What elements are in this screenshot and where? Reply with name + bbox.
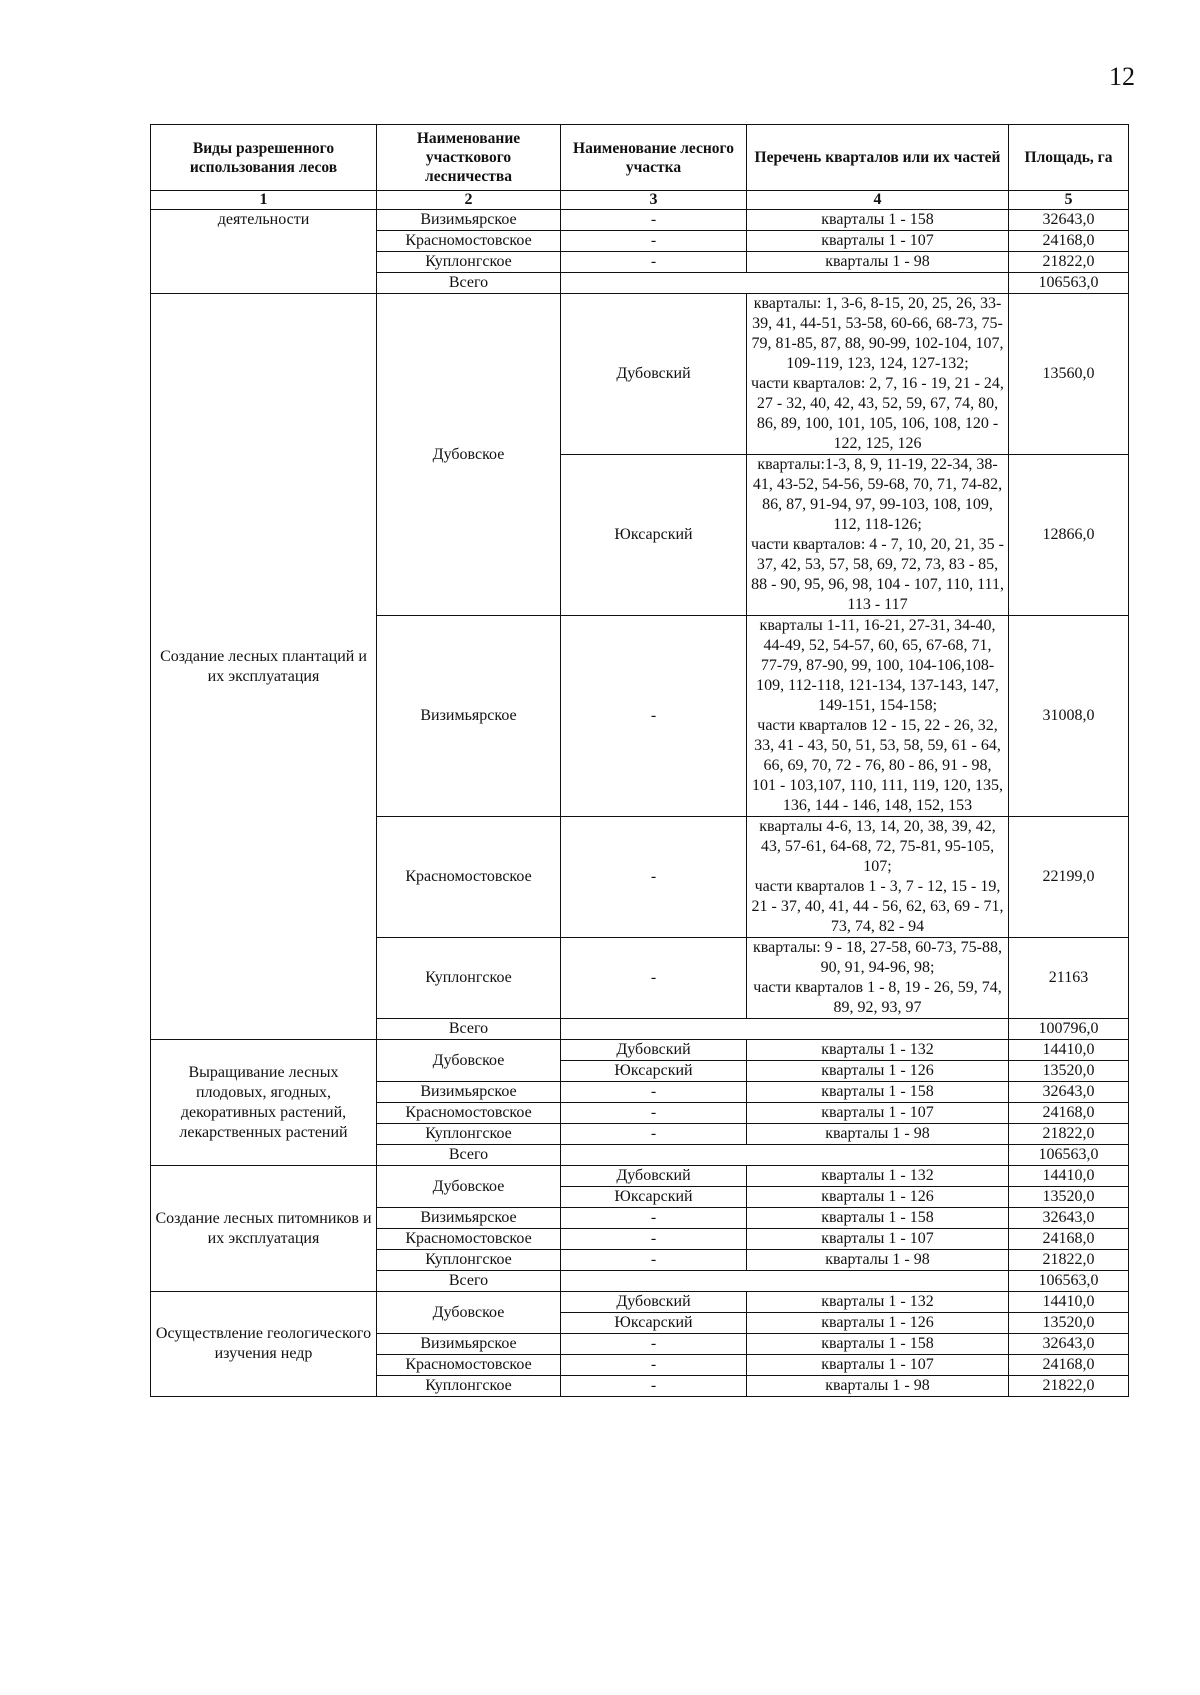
forestry-cell: Визимьярское: [377, 616, 561, 817]
use-type-cell: Создание лесных питомников и их эксплуатация: [151, 1166, 377, 1292]
quarters-cell: кварталы 1 - 158: [747, 1208, 1009, 1229]
quarters-cell: кварталы 1 - 132: [747, 1040, 1009, 1061]
total-area: 106563,0: [1009, 273, 1129, 294]
use-type-cell: деятельности: [151, 210, 377, 294]
area-cell: 32643,0: [1009, 1082, 1129, 1103]
quarters-cell: кварталы 1 - 126: [747, 1313, 1009, 1334]
quarters-cell: кварталы 1 - 158: [747, 1334, 1009, 1355]
table-row: [151, 1292, 1129, 1313]
empty-cell: [561, 1019, 1009, 1040]
area-cell: 21822,0: [1009, 252, 1129, 273]
plot-cell: -: [561, 1124, 747, 1145]
plot-cell: Юксарский: [561, 1313, 747, 1334]
area-cell: 24168,0: [1009, 1355, 1129, 1376]
forestry-cell: Куплонгское: [377, 1376, 561, 1397]
total-label: Всего: [377, 1271, 561, 1292]
forestry-cell: Визимьярское: [377, 1208, 561, 1229]
column-number: 5: [1009, 191, 1129, 210]
total-label: Всего: [377, 1145, 561, 1166]
quarters-cell: кварталы 1 - 126: [747, 1187, 1009, 1208]
area-cell: 13520,0: [1009, 1187, 1129, 1208]
header-plot: Наименование лесного участка: [561, 125, 747, 191]
plot-cell: -: [561, 231, 747, 252]
forest-use-table: [150, 124, 1129, 1397]
plot-cell: -: [561, 252, 747, 273]
quarters-cell: кварталы 1 - 98: [747, 1124, 1009, 1145]
table-row: [151, 294, 1129, 455]
plot-cell: Юксарский: [561, 1187, 747, 1208]
total-area: 100796,0: [1009, 1019, 1129, 1040]
plot-cell: -: [561, 616, 747, 817]
area-cell: 21163: [1009, 938, 1129, 1019]
quarters-cell: кварталы 1 - 158: [747, 1082, 1009, 1103]
forestry-cell: Визимьярское: [377, 210, 561, 231]
forestry-cell: Красномостовское: [377, 1229, 561, 1250]
quarters-cell: кварталы 1 - 132: [747, 1292, 1009, 1313]
quarters-cell: кварталы 1 - 158: [747, 210, 1009, 231]
area-cell: 32643,0: [1009, 1334, 1129, 1355]
forestry-cell: Визимьярское: [377, 1334, 561, 1355]
quarters-cell: кварталы 1 - 126: [747, 1061, 1009, 1082]
column-number: 1: [151, 191, 377, 210]
header-row: [151, 125, 1129, 191]
forestry-cell: Куплонгское: [377, 1124, 561, 1145]
empty-cell: [561, 1145, 1009, 1166]
column-number: 4: [747, 191, 1009, 210]
plot-cell: -: [561, 817, 747, 938]
quarters-cell: кварталы 1 - 98: [747, 1376, 1009, 1397]
forestry-cell: Куплонгское: [377, 252, 561, 273]
area-cell: 24168,0: [1009, 231, 1129, 252]
plot-cell: Юксарский: [561, 1061, 747, 1082]
area-cell: 14410,0: [1009, 1292, 1129, 1313]
plot-cell: Юксарский: [561, 455, 747, 616]
plot-cell: -: [561, 1376, 747, 1397]
plot-cell: -: [561, 1229, 747, 1250]
column-number: 3: [561, 191, 747, 210]
header-area: Площадь, га: [1009, 125, 1129, 191]
area-cell: 24168,0: [1009, 1103, 1129, 1124]
table-row: [151, 210, 1129, 231]
quarters-cell: кварталы 1 - 107: [747, 1103, 1009, 1124]
forestry-cell: Красномостовское: [377, 1103, 561, 1124]
forestry-cell: Красномостовское: [377, 231, 561, 252]
plot-cell: Дубовский: [561, 1040, 747, 1061]
area-cell: 14410,0: [1009, 1040, 1129, 1061]
forestry-cell: Красномостовское: [377, 1355, 561, 1376]
total-area: 106563,0: [1009, 1145, 1129, 1166]
plot-cell: -: [561, 210, 747, 231]
plot-cell: -: [561, 1334, 747, 1355]
plot-cell: -: [561, 1355, 747, 1376]
column-number: 2: [377, 191, 561, 210]
page-number: 12: [1109, 62, 1135, 91]
area-cell: 32643,0: [1009, 1208, 1129, 1229]
table-row: [151, 1040, 1129, 1061]
plot-cell: -: [561, 938, 747, 1019]
area-cell: 13520,0: [1009, 1313, 1129, 1334]
area-cell: 21822,0: [1009, 1250, 1129, 1271]
use-type-cell: Выращивание лесных плодовых, ягодных, декоративных растений, лекарственных растений: [151, 1040, 377, 1166]
quarters-cell: кварталы 1 - 132: [747, 1166, 1009, 1187]
use-type-cell: Создание лесных плантаций и их эксплуатация: [151, 294, 377, 1040]
header-forestry: Наименование участкового лесничества: [377, 125, 561, 191]
forestry-cell: Дубовское: [377, 1040, 561, 1082]
area-cell: 22199,0: [1009, 817, 1129, 938]
area-cell: 21822,0: [1009, 1124, 1129, 1145]
quarters-cell: кварталы 1 - 98: [747, 1250, 1009, 1271]
quarters-cell: кварталы 1 - 107: [747, 231, 1009, 252]
area-cell: 14410,0: [1009, 1166, 1129, 1187]
forestry-cell: Куплонгское: [377, 938, 561, 1019]
forestry-cell: Куплонгское: [377, 1250, 561, 1271]
plot-cell: -: [561, 1208, 747, 1229]
area-cell: 12866,0: [1009, 455, 1129, 616]
header-quarters: Перечень кварталов или их частей: [747, 125, 1009, 191]
plot-cell: Дубовский: [561, 294, 747, 455]
quarters-cell: кварталы:1-3, 8, 9, 11-19, 22-34, 38-41, 43-52, 54-56, 59-68, 70, 71, 74-82, 86, 87, 91-94, 97, 99-103, 108, 109, 112, 118-126; части кварталов: 4 - 7, 10, 20, 21, 35 - 37, 42, 53, 57, 58, 69, 72, 73, 83 - 85, 88 - 90, 95, 96, 98, 104 - 107, 110, 111, 113 - 117: [747, 455, 1009, 616]
empty-cell: [561, 1271, 1009, 1292]
plot-cell: -: [561, 1103, 747, 1124]
area-cell: 31008,0: [1009, 616, 1129, 817]
area-cell: 13560,0: [1009, 294, 1129, 455]
area-cell: 21822,0: [1009, 1376, 1129, 1397]
plot-cell: Дубовский: [561, 1292, 747, 1313]
total-label: Всего: [377, 1019, 561, 1040]
total-area: 106563,0: [1009, 1271, 1129, 1292]
plot-cell: Дубовский: [561, 1166, 747, 1187]
use-type-cell: Осуществление геологического изучения недр: [151, 1292, 377, 1397]
forestry-cell: Дубовское: [377, 1166, 561, 1208]
quarters-cell: кварталы 4-6, 13, 14, 20, 38, 39, 42, 43, 57-61, 64-68, 72, 75-81, 95-105, 107; части кварталов 1 - 3, 7 - 12, 15 - 19, 21 - 37, 40, 41, 44 - 56, 62, 63, 69 - 71, 73, 74, 82 - 94: [747, 817, 1009, 938]
empty-cell: [561, 273, 1009, 294]
plot-cell: -: [561, 1250, 747, 1271]
quarters-cell: кварталы 1 - 107: [747, 1355, 1009, 1376]
forestry-cell: Дубовское: [377, 294, 561, 616]
quarters-cell: кварталы: 9 - 18, 27-58, 60-73, 75-88, 90, 91, 94-96, 98; части кварталов 1 - 8, 19 - 26, 59, 74, 89, 92, 93, 97: [747, 938, 1009, 1019]
total-label: Всего: [377, 273, 561, 294]
column-number-row: [151, 191, 1129, 210]
forestry-cell: Дубовское: [377, 1292, 561, 1334]
quarters-cell: кварталы: 1, 3-6, 8-15, 20, 25, 26, 33-39, 41, 44-51, 53-58, 60-66, 68-73, 75-79, 81-85, 87, 88, 90-99, 102-104, 107, 109-119, 123, 124, 127-132; части кварталов: 2, 7, 16 - 19, 21 - 24, 27 - 32, 40, 42, 43, 52, 59, 67, 74, 80, 86, 89, 100, 101, 105, 106, 108, 120 - 122, 125, 126: [747, 294, 1009, 455]
area-cell: 32643,0: [1009, 210, 1129, 231]
plot-cell: -: [561, 1082, 747, 1103]
table-row: [151, 1166, 1129, 1187]
quarters-cell: кварталы 1-11, 16-21, 27-31, 34-40, 44-49, 52, 54-57, 60, 65, 67-68, 71, 77-79, 87-90, 99, 100, 104-106,108-109, 112-118, 121-134, 137-143, 147, 149-151, 154-158; части кварталов 12 - 15, 22 - 26, 32, 33, 41 - 43, 50, 51, 53, 58, 59, 61 - 64, 66, 69, 70, 72 - 76, 80 - 86, 91 - 98, 101 - 103,107, 110, 111, 119, 120, 135, 136, 144 - 146, 148, 152, 153: [747, 616, 1009, 817]
quarters-cell: кварталы 1 - 107: [747, 1229, 1009, 1250]
area-cell: 13520,0: [1009, 1061, 1129, 1082]
quarters-cell: кварталы 1 - 98: [747, 252, 1009, 273]
forestry-cell: Визимьярское: [377, 1082, 561, 1103]
header-use-type: Виды разрешенного использования лесов: [151, 125, 377, 191]
forestry-cell: Красномостовское: [377, 817, 561, 938]
area-cell: 24168,0: [1009, 1229, 1129, 1250]
